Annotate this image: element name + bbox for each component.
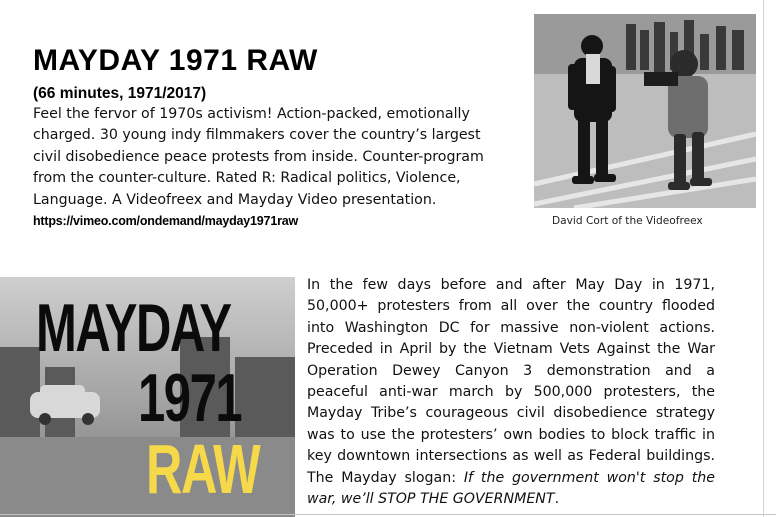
article-end: . xyxy=(554,491,560,508)
film-description: Feel the fervor of 1970s activism! Action-packed, emotionally charged. 30 young indy filmmakers cover the country’s largest civil disobedience peace protests from inside. Counter-program from the counter-culture. Rated R: Radical politics, Violence, Language. A Videofreex and Mayday Video presentation. xyxy=(33,106,484,208)
photo-caption: David Cort of the Videofreex xyxy=(552,215,703,227)
bottom-divider xyxy=(0,514,776,515)
protest-photo-illustration xyxy=(534,14,756,208)
film-runtime: (66 minutes, 1971/2017) xyxy=(33,85,207,102)
poster-title-line-1: MAYDAY xyxy=(36,290,231,366)
poster-title-line-2: 1971 xyxy=(138,360,242,436)
mayday-slogan: If the government won't stop the war, we’ll STOP THE GOVERNMENT xyxy=(307,469,715,508)
protest-photo xyxy=(534,14,756,208)
page-edge-divider xyxy=(763,0,764,517)
vimeo-link[interactable]: https://vimeo.com/ondemand/mayday1971raw xyxy=(33,214,299,228)
poster-title-line-3: RAW xyxy=(146,430,260,508)
article-paragraph: In the few days before and after May Day in 1971, 50,000+ protesters from all over the country flooded into Washington DC for massive non-violent actions. Preceded in April by the Vietnam Vets Against the War Operation Dewey Canyon 3 demonstration and a peaceful anti-war march by 500,000 protesters, the Mayday Tribe’s courageous civil disobedience strategy was to use the protesters’ own bodies to block traffic in key downtown intersections as well as Federal buildings. The Mayday slogan: xyxy=(307,277,715,486)
article-body xyxy=(307,275,715,510)
page-title: MAYDAY 1971 RAW xyxy=(33,44,318,77)
film-poster xyxy=(0,277,295,517)
